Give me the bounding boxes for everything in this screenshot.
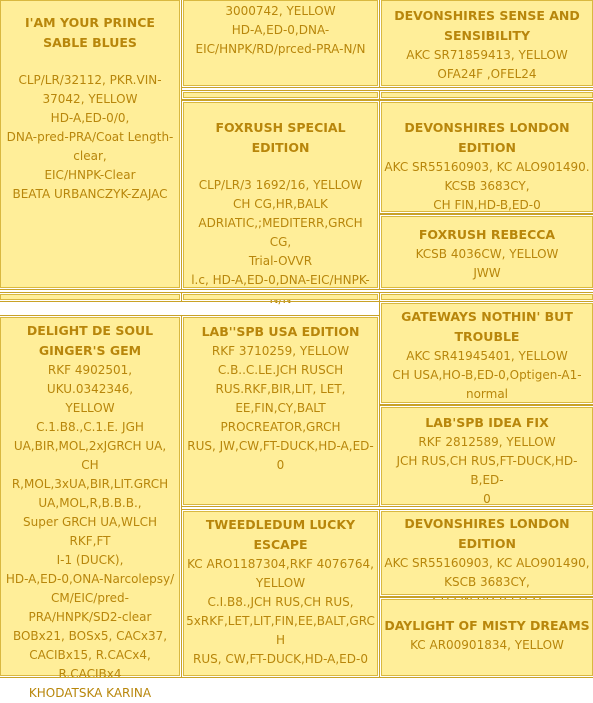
detail-line: AKC SR71859413, YELLOW: [406, 48, 568, 62]
detail-line: CACIBx15, R.CACx4,: [29, 648, 151, 662]
detail-line: DNA-pred-PRA/Coat Length-: [6, 130, 174, 144]
pedigree-cell-dds: [381, 511, 593, 595]
detail-line: CH R,MOL,3xUA,BIR,LIT.GRCH: [11, 458, 169, 491]
detail-line: Trial-OVVR: [248, 254, 313, 268]
dog-details: [384, 158, 590, 215]
detail-line: KCSB 4036CW, YELLOW: [415, 247, 559, 261]
detail-line: C.I.B8.,JCH RUS,CH RUS,: [207, 595, 354, 609]
pedigree-cell-sire-sire: [183, 0, 378, 86]
detail-line: OFA24F ,OFEL24: [437, 67, 537, 81]
detail-line: RKF 2812589, YELLOW: [418, 435, 556, 449]
dog-name: DEVONSHIRES SENSE AND SENSIBILITY: [394, 8, 580, 43]
pedigree-separator: [183, 92, 378, 98]
detail-line: CH CG,HR,BALK: [233, 197, 328, 211]
dog-name: DELIGHT DE SOUL GINGER'S GEM: [26, 323, 154, 358]
dog-name: GATEWAYS NOTHIN' BUT TROUBLE: [401, 309, 573, 344]
dog-details: [3, 71, 177, 204]
pedigree-cell-dss: [381, 303, 593, 403]
dog-name: FOXRUSH REBECCA: [418, 227, 556, 242]
detail-line: l.c, HD-A,ED-0,DNA-EIC/HNPK-: [191, 273, 370, 287]
detail-line: 0: [483, 492, 491, 506]
pedigree-cell-dsd: [381, 407, 593, 505]
pedigree-cell-sds: [381, 102, 593, 212]
pedigree-separator: [381, 92, 593, 98]
detail-line: RUS, CW,FT-DUCK,HD-A,ED-0: [193, 652, 368, 666]
detail-line: UA,BIR,MOL,2xJGRCH UA,: [13, 439, 167, 453]
dog-name: FOXRUSH SPECIAL EDITION: [215, 120, 346, 155]
detail-line: clear,: [73, 149, 107, 163]
dog-details: [384, 433, 590, 509]
detail-line: 37042, YELLOW: [42, 92, 138, 106]
dog-name: DEVONSHIRES LONDON EDITION: [404, 516, 570, 551]
detail-line: CLP/LR/3 1692/16, YELLOW: [198, 178, 363, 192]
detail-line: 3000742, YELLOW: [225, 4, 336, 18]
detail-line: RUS.RKF,BIR,LIT, LET,: [215, 382, 346, 396]
detail-line: PROCREATOR,GRCH: [220, 420, 341, 434]
dog-name: I'AM YOUR PRINCE SABLE BLUES: [25, 15, 155, 50]
detail-line: JCH RUS,CH RUS,FT-DUCK,HD-B,ED-: [396, 454, 578, 487]
detail-line: EIC/HNPK-Clear: [44, 168, 136, 182]
dog-details: [186, 2, 375, 59]
detail-line: Super GRCH UA,WLCH RKF,FT: [23, 515, 157, 548]
pedigree-cell-dam: [0, 317, 180, 700]
dog-details: [384, 636, 590, 655]
detail-line: YELLOW: [65, 401, 115, 415]
detail-line: UA,MOL,R,B.B.B.,: [38, 496, 142, 510]
detail-line: HD-A,ED-0/0,: [50, 111, 130, 125]
detail-line: H: [275, 633, 286, 647]
dog-details: [3, 361, 177, 703]
detail-line: CM/EIC/pred-: [51, 591, 129, 605]
detail-line: BEATA URBANCZYK-ZAJAC: [12, 187, 168, 201]
dog-details: [384, 245, 590, 283]
detail-line: EIC/HNPK/RD/prced-PRA-N/N: [195, 42, 366, 56]
pedigree-separator: [183, 294, 378, 300]
dog-name: LAB''SPB USA EDITION: [201, 324, 360, 339]
detail-line: KC AR00901834, YELLOW: [410, 638, 564, 652]
detail-line: CH USA,HO-B,ED-0,Optigen-A1-: [392, 368, 582, 382]
dog-name: DAYLIGHT OF MISTY DREAMS: [384, 618, 590, 633]
detail-line: normal: [465, 387, 509, 401]
detail-line: EE,FIN,CY,BALT: [235, 401, 326, 415]
detail-line: HD-A,ED-0,ONA-Narcolepsy/: [5, 572, 175, 586]
pedigree-cell-ddd: [381, 599, 593, 676]
detail-line: KHODATSKA KARINA: [28, 686, 152, 700]
detail-line: C.1.B8.,C.1.E. JGH: [36, 420, 144, 434]
dog-details: [186, 555, 375, 669]
detail-line: R.CACIBx4: [58, 667, 122, 681]
dog-details: [186, 342, 375, 475]
dog-details: [384, 46, 590, 84]
detail-line: RKF 3710259, YELLOW: [211, 344, 350, 358]
dog-name: LAB'SPB IDEA FIX: [425, 415, 549, 430]
detail-line: RUS, JW,CW,FT-DUCK,HD-A,ED-: [187, 439, 374, 453]
detail-line: CH FIN,HD-B,ED-0: [433, 198, 541, 212]
dog-details: [186, 176, 375, 309]
pedigree-cell-sire: [0, 0, 180, 288]
pedigree-cell-sdd: [381, 216, 593, 288]
detail-line: JWW: [473, 266, 501, 280]
detail-line: RKF 4902501, UKU.0342346,: [46, 363, 134, 396]
detail-line: KCSB 3683CY,: [444, 179, 530, 193]
detail-line: C.B..C.LE.JCH RUSCH: [217, 363, 344, 377]
dog-details: [384, 347, 590, 404]
detail-line: HD-A,ED-0,DNA-: [231, 23, 330, 37]
detail-line: I-1 (DUCK),: [56, 553, 124, 567]
detail-line: 0: [276, 458, 285, 472]
detail-line: KC ARO1187304,RKF 4076764,: [187, 557, 374, 571]
pedigree-cell-dam-sire: [183, 317, 378, 505]
pedigree-cell-dam-dam: [183, 511, 378, 676]
dog-name: TWEEDLEDUM LUCKY ESCAPE: [205, 517, 356, 552]
detail-line: YELLOW: [255, 576, 306, 590]
detail-line: 5xRKF,LET,LIT,FIN,EE,BALT,GRC: [186, 614, 375, 628]
detail-line: CLP/LR/32112, PKR.VIN-: [18, 73, 162, 87]
detail-line: ADRIATIC,;MEDITERR,GRCH CG,: [198, 216, 363, 249]
detail-line: AKC SR55160903, KC ALO901490.: [384, 160, 590, 174]
pedigree-cell-sss: [381, 0, 593, 86]
pedigree-separator: [381, 294, 593, 300]
pedigree-cell-sire-dam: [183, 102, 378, 288]
detail-line: AKC SR55160903, KC ALO901490,: [384, 556, 590, 570]
pedigree-separator: [0, 294, 180, 300]
detail-line: BOBx21, BOSx5, CACx37,: [12, 629, 168, 643]
detail-line: KSCB 3683CY,: [444, 575, 530, 589]
detail-line: PRA/HNPK/SD2-clear: [28, 610, 152, 624]
dog-name: DEVONSHIRES LONDON EDITION: [404, 120, 570, 155]
detail-line: AKC SR41945401, YELLOW: [406, 349, 568, 363]
